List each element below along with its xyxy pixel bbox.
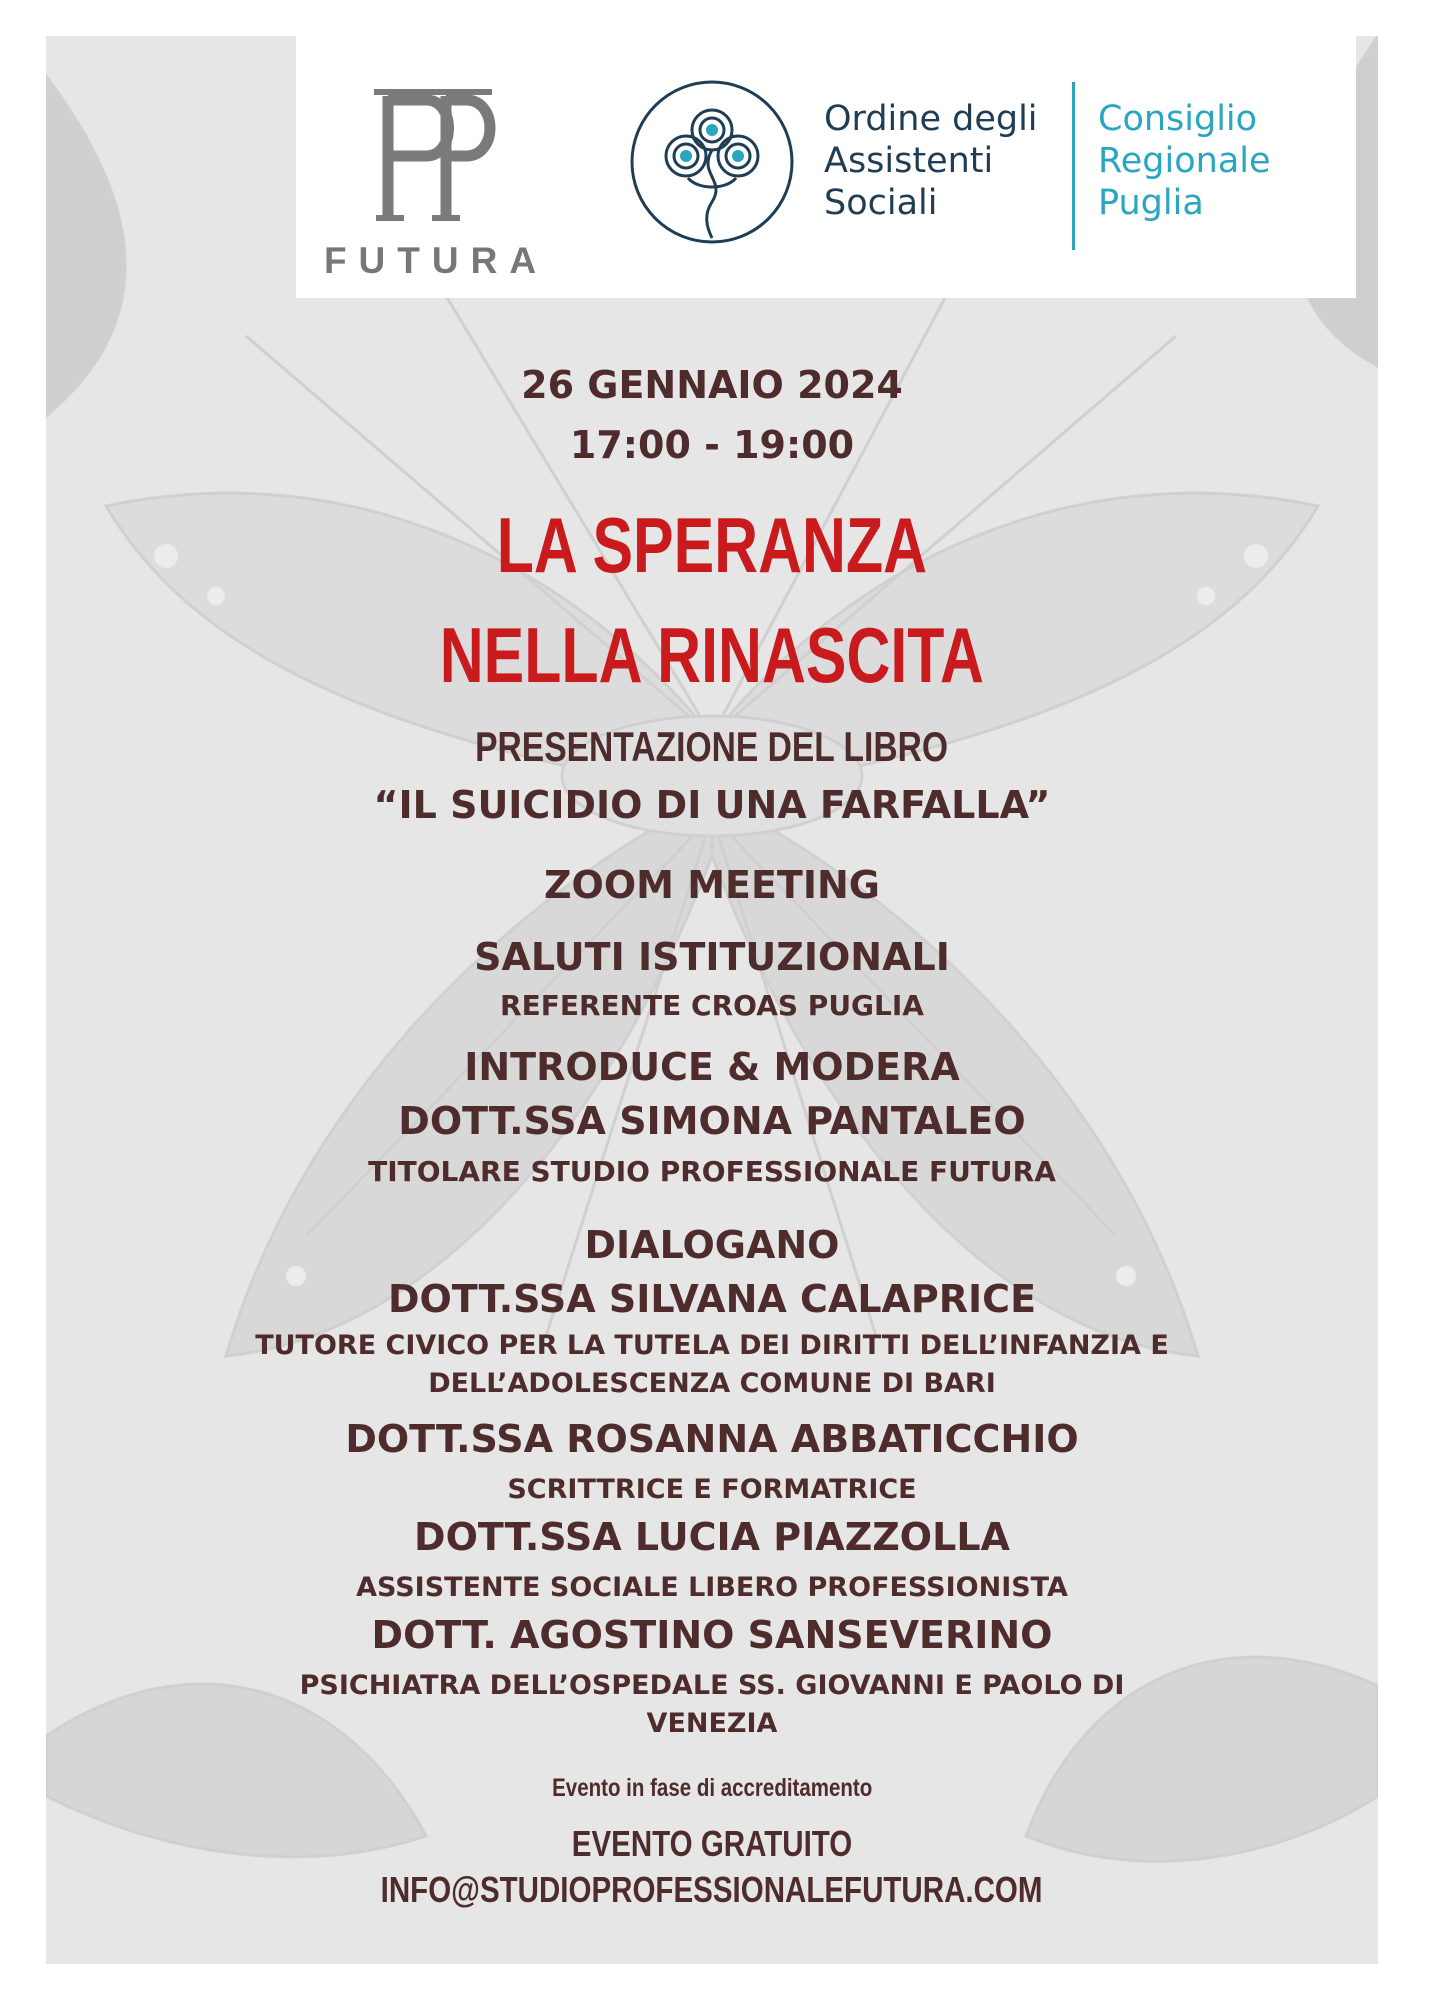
logo-header [296, 36, 1356, 298]
ordine-name [824, 98, 1064, 224]
ordine-name-line: Ordine degli [824, 99, 1038, 139]
moderator-heading: INTRODUCE & MODERA [464, 1045, 960, 1089]
event-title-text: NELLA RINASCITA [439, 611, 985, 699]
speaker-name: DOTT.SSA ROSANNA ABBATICCHIO [345, 1417, 1079, 1461]
free-event [46, 1823, 1378, 1864]
moderator-name: DOTT.SSA SIMONA PANTALEO [398, 1099, 1026, 1143]
futura-logo [296, 86, 576, 286]
futura-wordmark: FUTURA [323, 240, 549, 281]
presentation-label [46, 723, 1378, 770]
ordine-region-line: Consiglio [1098, 99, 1258, 139]
event-title-line-1 [46, 501, 1378, 589]
speaker-role: VENEZIA [646, 1708, 778, 1739]
speaker-role: PSICHIATRA DELL’OSPEDALE SS. GIOVANNI E PAOLO DI [299, 1670, 1125, 1701]
logo-divider [1072, 82, 1075, 250]
ordine-region [1098, 98, 1338, 224]
event-title-line-2 [46, 611, 1378, 699]
speaker-name: DOTT.SSA SILVANA CALAPRICE [387, 1277, 1037, 1321]
speaker-role: ASSISTENTE SOCIALE LIBERO PROFESSIONISTA [356, 1572, 1068, 1603]
speaker-role: TUTORE CIVICO PER LA TUTELA DEI DIRITTI DELL’INFANZIA E [255, 1330, 1169, 1361]
accreditation-note-text: Evento in fase di accreditamento [551, 1774, 873, 1802]
moderator-role: TITOLARE STUDIO PROFESSIONALE FUTURA [368, 1155, 1056, 1188]
ordine-region-line: Puglia [1098, 183, 1204, 223]
poster [46, 36, 1378, 1964]
greetings-heading: SALUTI ISTITUZIONALI [474, 935, 950, 979]
contact-email-text[interactable]: INFO@STUDIOPROFESSIONALEFUTURA.COM [381, 1869, 1043, 1910]
meeting-format: ZOOM MEETING [544, 863, 880, 907]
contact-email[interactable] [46, 1869, 1378, 1910]
ordine-name-line: Sociali [824, 183, 938, 223]
futura-monogram-icon [374, 86, 504, 226]
event-time: 17:00 - 19:00 [569, 423, 855, 467]
dialogue-heading: DIALOGANO [584, 1223, 840, 1267]
speaker-role: SCRITTRICE E FORMATRICE [507, 1474, 917, 1505]
speaker-name: DOTT.SSA LUCIA PIAZZOLLA [414, 1515, 1010, 1559]
accreditation-note [46, 1776, 1378, 1801]
ordine-name-line: Assistenti [824, 141, 994, 181]
book-title: “IL SUICIDIO DI UNA FARFALLA” [373, 783, 1051, 827]
presentation-label-text: PRESENTAZIONE DEL LIBRO [475, 723, 949, 770]
speaker-name: DOTT. AGOSTINO SANSEVERINO [371, 1613, 1053, 1657]
ordine-region-line: Regionale [1098, 141, 1271, 181]
speaker-role: DELL’ADOLESCENZA COMUNE DI BARI [428, 1368, 996, 1399]
event-date: 26 GENNAIO 2024 [521, 363, 903, 407]
free-event-text: EVENTO GRATUITO [571, 1823, 853, 1864]
event-title-text: LA SPERANZA [496, 501, 928, 589]
ordine-assistenti-sociali-emblem-icon [628, 78, 796, 246]
greetings-speaker: REFERENTE CROAS PUGLIA [500, 989, 924, 1022]
